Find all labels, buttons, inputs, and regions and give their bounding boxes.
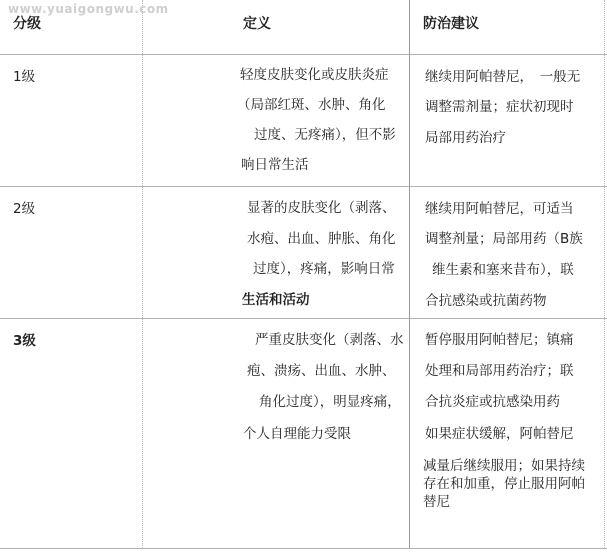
- table-rule-bottom: [0, 548, 607, 549]
- row1-advice-line-1: 继续用阿帕替尼， 一般无: [425, 69, 581, 85]
- row2-definition-line-1: 显著的皮肤变化（剥落、: [247, 200, 396, 216]
- row2-definition-line-3: 过度），疼痛，影响日常: [253, 261, 395, 277]
- header-advice: 防治建议: [423, 16, 479, 32]
- table-rule-header: [0, 54, 607, 55]
- row2-advice-line-2: 调整剂量；局部用药（B族: [425, 231, 583, 247]
- row2-advice-line-3: 维生素和塞来昔布），联: [432, 262, 574, 278]
- row3-advice-tail-line-3: 替尼: [423, 494, 450, 510]
- row3-definition-line-2: 疱、溃疡、出血、水肿、: [247, 363, 396, 379]
- table-right-edge: [604, 0, 605, 548]
- row3-advice-tail-line-2: 存在和加重，停止服用阿帕: [423, 476, 585, 492]
- table-column-divider-1: [142, 0, 143, 548]
- row3-advice-line-3: 合抗炎症或抗感染用药: [425, 394, 560, 410]
- row3-advice-tail-line-1: 减量后继续服用；如果持续: [423, 458, 585, 474]
- row1-grade: 1级: [13, 69, 36, 85]
- header-definition: 定义: [243, 16, 271, 32]
- row3-advice-line-1: 暂停服用阿帕替尼；镇痛: [425, 332, 574, 348]
- row3-definition-line-3: 角化过度），明显疼痛，: [259, 394, 401, 410]
- row1-advice-line-3: 局部用药治疗: [425, 130, 506, 146]
- watermark-text: www.yuaigongwu.com: [8, 2, 169, 16]
- row3-definition-line-1: 严重皮肤变化（剥落、水: [255, 332, 404, 348]
- row1-definition-line-2: （局部红斑、水肿、角化: [237, 97, 386, 113]
- row1-definition-line-3: 过度、无疼痛），但不影: [254, 127, 396, 143]
- row3-grade: 3级: [13, 333, 36, 349]
- row2-advice-line-4: 合抗感染或抗菌药物: [425, 293, 547, 309]
- row3-advice-line-4: 如果症状缓解，阿帕替尼: [425, 426, 574, 442]
- row3-advice-line-2: 处理和局部用药治疗；联: [425, 363, 574, 379]
- table-rule-row2: [0, 318, 607, 319]
- row2-grade: 2级: [13, 201, 36, 217]
- row2-advice-line-1: 继续用阿帕替尼，可适当: [425, 201, 574, 217]
- table-column-divider-2: [409, 0, 410, 548]
- row1-definition-line-4: 响日常生活: [241, 157, 309, 173]
- table-rule-row1: [0, 186, 607, 187]
- header-grade: 分级: [13, 16, 41, 32]
- row1-advice-line-2: 调整需剂量；症状初现时: [425, 99, 574, 115]
- row1-definition-line-1: 轻度皮肤变化或皮肤炎症: [240, 67, 389, 83]
- row2-definition-line-2: 水疱、出血、肿胀、角化: [247, 231, 396, 247]
- row2-definition-line-4: 生活和活动: [242, 292, 310, 308]
- row3-definition-line-4: 个人自理能力受限: [243, 426, 351, 442]
